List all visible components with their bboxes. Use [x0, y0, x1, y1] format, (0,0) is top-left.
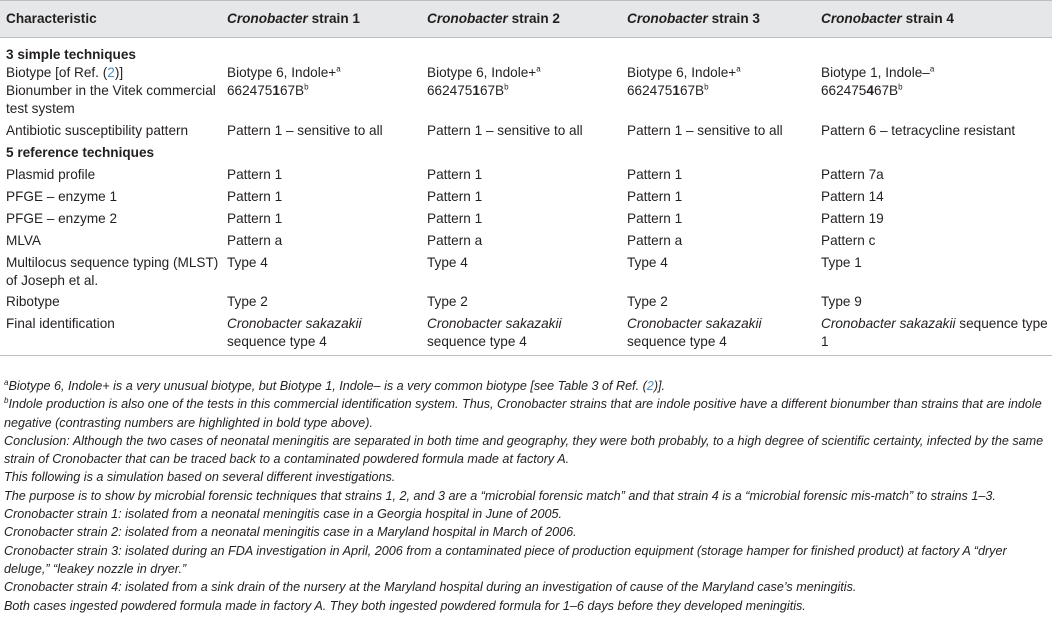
cell: Pattern 1	[227, 167, 283, 182]
footnote-line: Cronobacter strain 4: isolated from a sink drain of the nursery at the Maryland hospital during an investigation of cause of the Maryland case’s meningitis.	[4, 580, 857, 595]
table-footnotes	[0, 377, 1052, 615]
cell: Type 4	[627, 255, 668, 270]
section-row-simple	[0, 38, 1052, 65]
cell: $662475467B^b$	[821, 82, 903, 98]
cell: Pattern 1	[627, 211, 683, 226]
cell: Pattern 1 – sensitive to all	[227, 123, 383, 138]
cell: Biotype 6, Indole+$^a$	[427, 64, 541, 80]
cell: Pattern a	[627, 233, 683, 248]
table-row-ribotype	[0, 290, 1052, 311]
cell: Cronobacter sakazakii sequence type 4	[221, 311, 421, 356]
row-label: Multilocus sequence typing (MLST) of Joseph et al.	[6, 255, 219, 288]
footnote-line: Conclusion: Although the two cases of neonatal meningitis are separated in both time and geography, they were both probably, to a high degree of scientific certainty, infected by the same strain of Cronobacter that can be traced back to a contaminated powdered formula made at factory A.	[4, 433, 1044, 467]
cell: Pattern 1	[227, 189, 283, 204]
cell: Cronobacter sakazakii sequence type 4	[621, 311, 815, 356]
footnote-line: The purpose is to show by microbial forensic techniques that strains 1, 2, and 3 are a “microbial forensic match” and that strain 4 is a “microbial forensic mis-match” to strains 1–3.	[4, 488, 996, 503]
row-label: PFGE – enzyme 2	[6, 211, 118, 226]
cell: Pattern 1	[627, 167, 683, 182]
footnote-line: This following is a simulation based on several different investigations.	[4, 470, 396, 485]
cell: Cronobacter sakazakii sequence type 1	[815, 311, 1052, 356]
reference-link[interactable]: 2	[646, 379, 654, 393]
cell: Type 4	[427, 255, 468, 270]
cell: Pattern 1 – sensitive to all	[427, 123, 583, 138]
header-strain-3: Cronobacter strain 3	[621, 1, 815, 38]
header-strain-4: Cronobacter strain 4	[815, 1, 1052, 38]
section-title: 5 reference techniques	[6, 145, 155, 160]
section-title: 3 simple techniques	[6, 47, 136, 62]
cell: Biotype 6, Indole+$^a$	[627, 64, 741, 80]
cell: Biotype 1, Indole–$^a$	[821, 64, 935, 80]
cell: Type 9	[821, 294, 862, 309]
cell: Pattern a	[227, 233, 283, 248]
row-label: PFGE – enzyme 1	[6, 189, 118, 204]
cell: Pattern a	[427, 233, 483, 248]
table-row-final	[0, 311, 1052, 356]
row-label: Biotype [of Ref. (2)]	[6, 65, 124, 80]
cell: Type 4	[227, 255, 268, 270]
cell: $662475167B^b$	[427, 82, 509, 98]
footnote-a: $^a$Biotype 6, Indole+ is a very unusual biotype, but Biotype 1, Indole– is a very common biotype [see Table 3 of Ref. (2)].	[4, 377, 666, 393]
section-row-reference	[0, 140, 1052, 164]
footnote-line: Cronobacter strain 3: isolated during an FDA investigation in April, 2006 from a contaminated piece of production equipment (storage hamper for finished product) at factory A “dryer deluge,” “leakey nozzle in dryer.”	[4, 543, 1007, 576]
footnote-line: Both cases ingested powdered formula made in factory A. They both ingested powdered formula for 1–6 days before they developed meningitis.	[4, 598, 806, 613]
reference-link[interactable]: 2	[107, 65, 115, 80]
footnote-line: Cronobacter strain 2: isolated from a neonatal meningitis case in a Maryland hospital in March of 2006.	[4, 525, 577, 540]
table-row-plasmid	[0, 164, 1052, 184]
table-row-pfge1	[0, 184, 1052, 206]
table-row-pfge2	[0, 206, 1052, 228]
cell: Pattern 1	[627, 189, 683, 204]
row-label: MLVA	[6, 233, 41, 248]
footnote-b: $^b$Indole production is also one of the tests in this commercial identification system. Thus, Cronobacter strains that are indole positive have a different bionumber than strains that are indole negative (contrasting numbers are highlighted in bold type above).	[4, 396, 1042, 430]
row-label: Final identification	[0, 311, 221, 356]
row-label: Ribotype	[6, 294, 60, 309]
footnote-line: Cronobacter strain 1: isolated from a neonatal meningitis case in a Georgia hospital in June of 2005.	[4, 507, 562, 522]
cell: Pattern 1 – sensitive to all	[627, 123, 783, 138]
table-row-bionumber	[0, 82, 1052, 118]
cell: Pattern 1	[427, 189, 483, 204]
cell: Pattern c	[821, 233, 876, 248]
cell: Pattern 19	[821, 211, 884, 226]
cell: Biotype 6, Indole+$^a$	[227, 64, 341, 80]
cell: Cronobacter sakazakii sequence type 4	[421, 311, 621, 356]
cell: Pattern 14	[821, 189, 884, 204]
row-label: Antibiotic susceptibility pattern	[6, 123, 189, 138]
row-label: Bionumber in the Vitek commercial test system	[6, 83, 216, 116]
cell: $662475167B^b$	[227, 82, 309, 98]
cell: Pattern 1	[427, 211, 483, 226]
table-row-mlva	[0, 228, 1052, 250]
header-row	[0, 1, 1052, 38]
table-row-antibiotic	[0, 118, 1052, 140]
cell: Type 2	[227, 294, 268, 309]
header-strain-1: Cronobacter strain 1	[221, 1, 421, 38]
cell: $662475167B^b$	[627, 82, 709, 98]
cell: Type 2	[627, 294, 668, 309]
cell: Type 2	[427, 294, 468, 309]
cell: Pattern 7a	[821, 167, 884, 182]
table-row-biotype	[0, 64, 1052, 82]
cell: Pattern 1	[427, 167, 483, 182]
cell: Pattern 1	[227, 211, 283, 226]
cell: Type 1	[821, 255, 862, 270]
table-row-mlst	[0, 250, 1052, 290]
cell: Pattern 6 – tetracycline resistant	[821, 123, 1016, 138]
row-label: Plasmid profile	[6, 167, 96, 182]
header-strain-2: Cronobacter strain 2	[421, 1, 621, 38]
header-characteristic: Characteristic	[0, 1, 221, 38]
